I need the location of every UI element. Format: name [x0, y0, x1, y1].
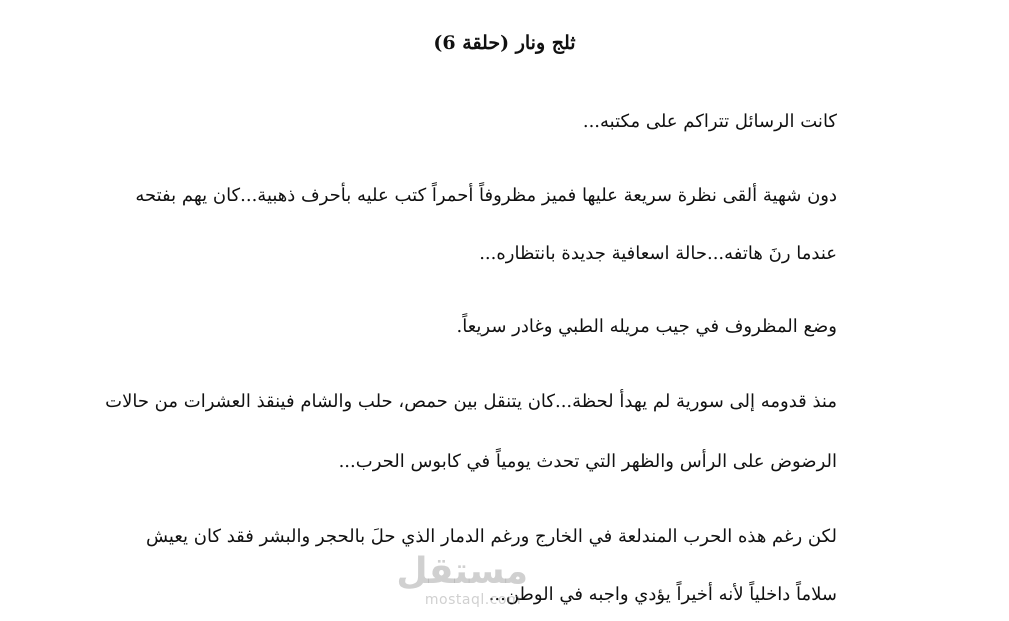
paragraph-line: لكن رغم هذه الحرب المندلعة في الخارج ورغم الدمار الذي حلَ بالحجر والبشر فقد كان يعيش	[145, 526, 837, 547]
paragraph-line: وضع المظروف في جيب مريله الطبي وغادر سريعاً.	[456, 316, 837, 337]
watermark-logo: مستقل	[396, 551, 528, 592]
paragraph-line: دون شهية ألقى نظرة سريعة عليها فميز مظروفاً أحمراً كتب عليه بأحرف ذهبية...كان يهم بفتحه	[135, 185, 837, 206]
paragraph-line: عندما رنَ هاتفه...حالة اسعافية جديدة بانتظاره...	[479, 243, 837, 264]
document-title: ثلج ونار (حلقة 6)	[433, 32, 576, 54]
paragraph-line: كانت الرسائل تتراكم على مكتبه...	[582, 111, 837, 132]
paragraph-line: سلاماً داخلياً لأنه أخيراً يؤدي واجبه في الوطن...	[488, 584, 837, 605]
paragraph-line: الرضوض على الرأس والظهر التي تحدث يومياً في كابوس الحرب...	[338, 451, 837, 472]
paragraph-line: منذ قدومه إلى سورية لم يهدأ لحظة...كان يتنقل بين حمص، حلب والشام فينقذ العشرات من حالات	[105, 391, 837, 412]
watermark-text: mostaql.com	[424, 592, 522, 608]
